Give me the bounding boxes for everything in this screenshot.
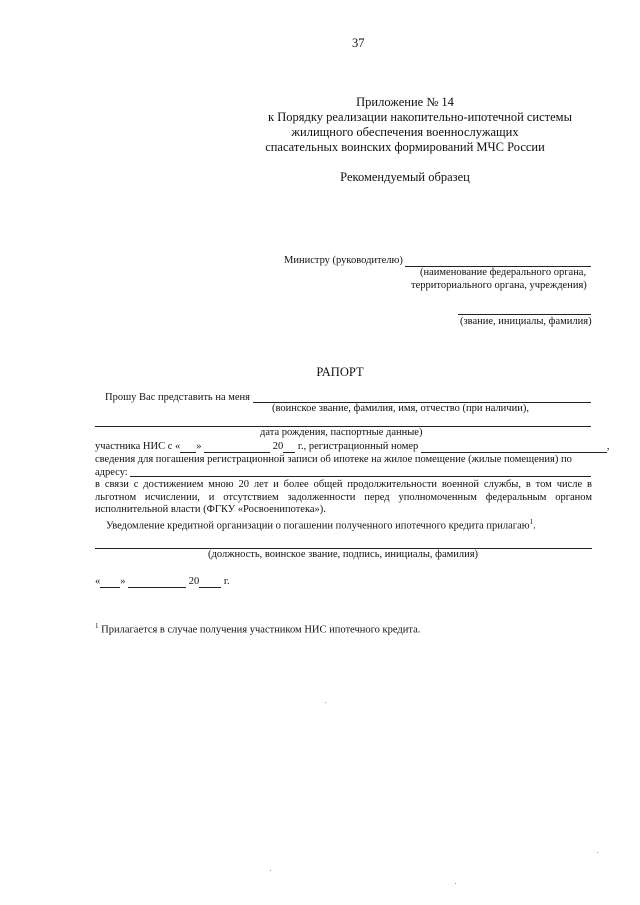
scan-speck [325,702,326,703]
address-label: адресу: [95,467,128,478]
addressee-hint-1: (наименование федерального органа, [420,267,587,278]
address-line[interactable] [130,476,591,477]
scan-speck [270,870,271,871]
notice-footnote-mark: 1 [529,518,534,526]
page-number: 37 [352,36,365,50]
birth-hint: дата рождения, паспортные данные) [260,427,423,438]
date-month-field[interactable] [128,576,186,588]
day-field[interactable] [180,441,196,453]
info-text: сведения для погашения регистрационной записи об ипотеке на жилое помещение (жилые помещения) по [95,454,572,465]
report-title: РАПОРТ [316,365,364,379]
appendix-line2: к Порядку реализации накопительно-ипотечной системы [268,110,572,124]
footnote-mark: 1 [95,622,99,630]
addressee-hint-2: территориального органа, учреждения) [411,280,587,291]
date-open: « [95,576,101,587]
scan-speck [455,883,456,884]
recommended-sample: Рекомендуемый образец [340,170,470,184]
reg-text: г., регистрационный номер [297,441,419,452]
date-suffix: г. [223,576,230,587]
reason-text: в связи с достижением мною 20 лет и более общей продолжительности военной службы, в том числе в льготном исчислении, и отсутствием задолженности перед уполномоченным федеральным органом исполнительной власти (ФГКУ «Росвоенипотека»). [95,479,592,515]
appendix-title: Приложение № 14 [356,95,454,109]
appendix-line3: жилищного обеспечения военнослужащих [291,125,519,139]
date-year-prefix: 20 [188,576,200,587]
date-day-field[interactable] [100,576,120,588]
scan-speck [597,852,598,853]
date-close: » [120,576,126,587]
reg-comma: , [606,441,610,452]
year-field[interactable] [283,441,295,453]
appendix-line4: спасательных воинских формирований МЧС России [265,140,545,154]
date-year-field[interactable] [199,576,221,588]
month-field[interactable] [204,441,270,453]
footnote [95,622,420,636]
quote-close: » [196,441,202,452]
addressee-label: Министру (руководителю) [284,255,403,266]
rank-name-hint: (звание, инициалы, фамилия) [460,316,592,327]
name-hint: (воинское звание, фамилия, имя, отчество (при наличии), [272,403,529,414]
notice-end: . [533,520,536,532]
signature-hint: (должность, воинское звание, подпись, инициалы, фамилия) [208,549,479,560]
participant-text: участника НИС с « [95,441,181,452]
reg-number-field[interactable] [421,441,607,453]
participant-row [95,441,610,453]
footnote-text: Прилагается в случае получения участником НИС ипотечного кредита. [101,624,421,636]
rank-name-line[interactable] [458,314,591,315]
notice-text: Уведомление кредитной организации о погашении полученного ипотечного кредита прилагаю [106,520,530,532]
year-prefix: 20 [272,441,284,452]
date-row [95,576,230,588]
notice-line [106,518,536,532]
request-text: Прошу Вас представить на меня [105,392,251,403]
